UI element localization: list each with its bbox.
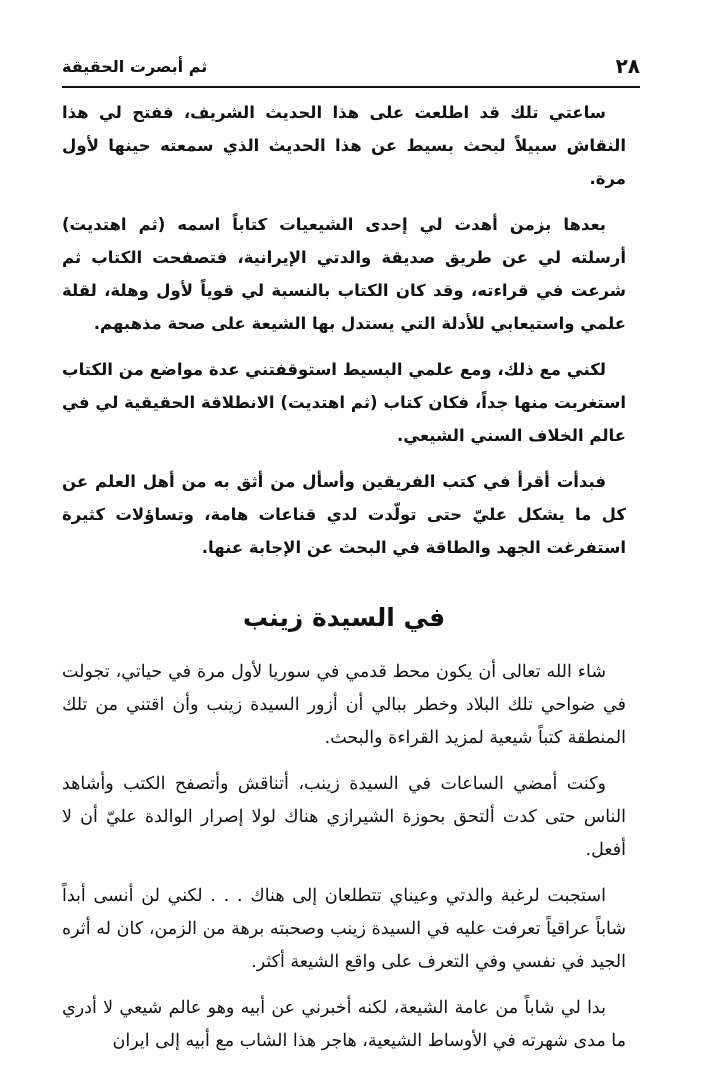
paragraph: فبدأت أقرأ في كتب الفريقين وأسأل من أثق به من أهل العلم عن كل ما يشكل عليّ حتى تولّدت لدي قناعات هامة، وتساؤلات كثيرة استفرغت الجهد والطاقة في البحث عن الإجابة عنها. bbox=[62, 472, 626, 557]
paragraph: بعدها بزمن أهدت لي إحدى الشيعيات كتاباً اسمه (ثم اهتديت) أرسلته لي عن طريق صديقة والدتي الإيرانية، فتصفحت الكتاب ثم شرعت في قراءته، وقد كان الكتاب بالنسبة لي قوياً لأول وهلة، لقلة علمي واستيعابي للأدلة التي يستدل بها الشيعة على صحة مذهبهم. bbox=[62, 215, 626, 333]
page-body bbox=[62, 96, 626, 1071]
paragraph: وكنت أمضي الساعات في السيدة زينب، أتناقش وأتصفح الكتب وأشاهد الناس حتى كدت ألتحق بحوزة الشيرازي هناك لولا إصرار الوالدة عليّ أن لا أفعل. bbox=[62, 774, 626, 860]
paragraph: استجبت لرغبة والدتي وعيناي تتطلعان إلى هناك . . . لكني لن أنسى أبداً شاباً عراقياً تعرفت عليه في السيدة زينب وصحبته برهة من الزمن، كان له أثره الجيد في نفسي وفي التعرف على واقع الشيعة أكثر. bbox=[62, 886, 626, 972]
page-header bbox=[62, 54, 640, 84]
page-number: ٢٨ bbox=[615, 54, 640, 78]
header-divider bbox=[62, 86, 640, 88]
paragraph: شاء الله تعالى أن يكون محط قدمي في سوريا لأول مرة في حياتي، تجولت في ضواحي تلك البلاد وخطر ببالي أن أزور السيدة زينب وأن اقتني من تلك المنطقة كتباً شيعية لمزيد القراءة والبحث. bbox=[62, 662, 626, 748]
section-heading: في السيدة زينب bbox=[242, 603, 446, 632]
paragraph: ساعتي تلك قد اطلعت على هذا الحديث الشريف، ففتح لي هذا النقاش سبيلاً لبحث بسيط عن هذا الحديث الذي سمعته حينها لأول مرة. bbox=[62, 103, 626, 188]
paragraph: بدا لي شاباً من عامة الشيعة، لكنه أخبرني عن أبيه وهو عالم شيعي لا أدري ما مدى شهرته في الأوساط الشيعية، هاجر هذا الشاب مع أبيه إلى ايران bbox=[62, 998, 626, 1051]
paragraph: لكني مع ذلك، ومع علمي البسيط استوقفتني عدة مواضع من الكتاب استغربت منها جداً، فكان كتاب (ثم اهتديت) الانطلاقة الحقيقية لي في عالم الخلاف السني الشيعي. bbox=[62, 360, 626, 445]
running-title: ثم أبصرت الحقيقة bbox=[62, 57, 208, 76]
